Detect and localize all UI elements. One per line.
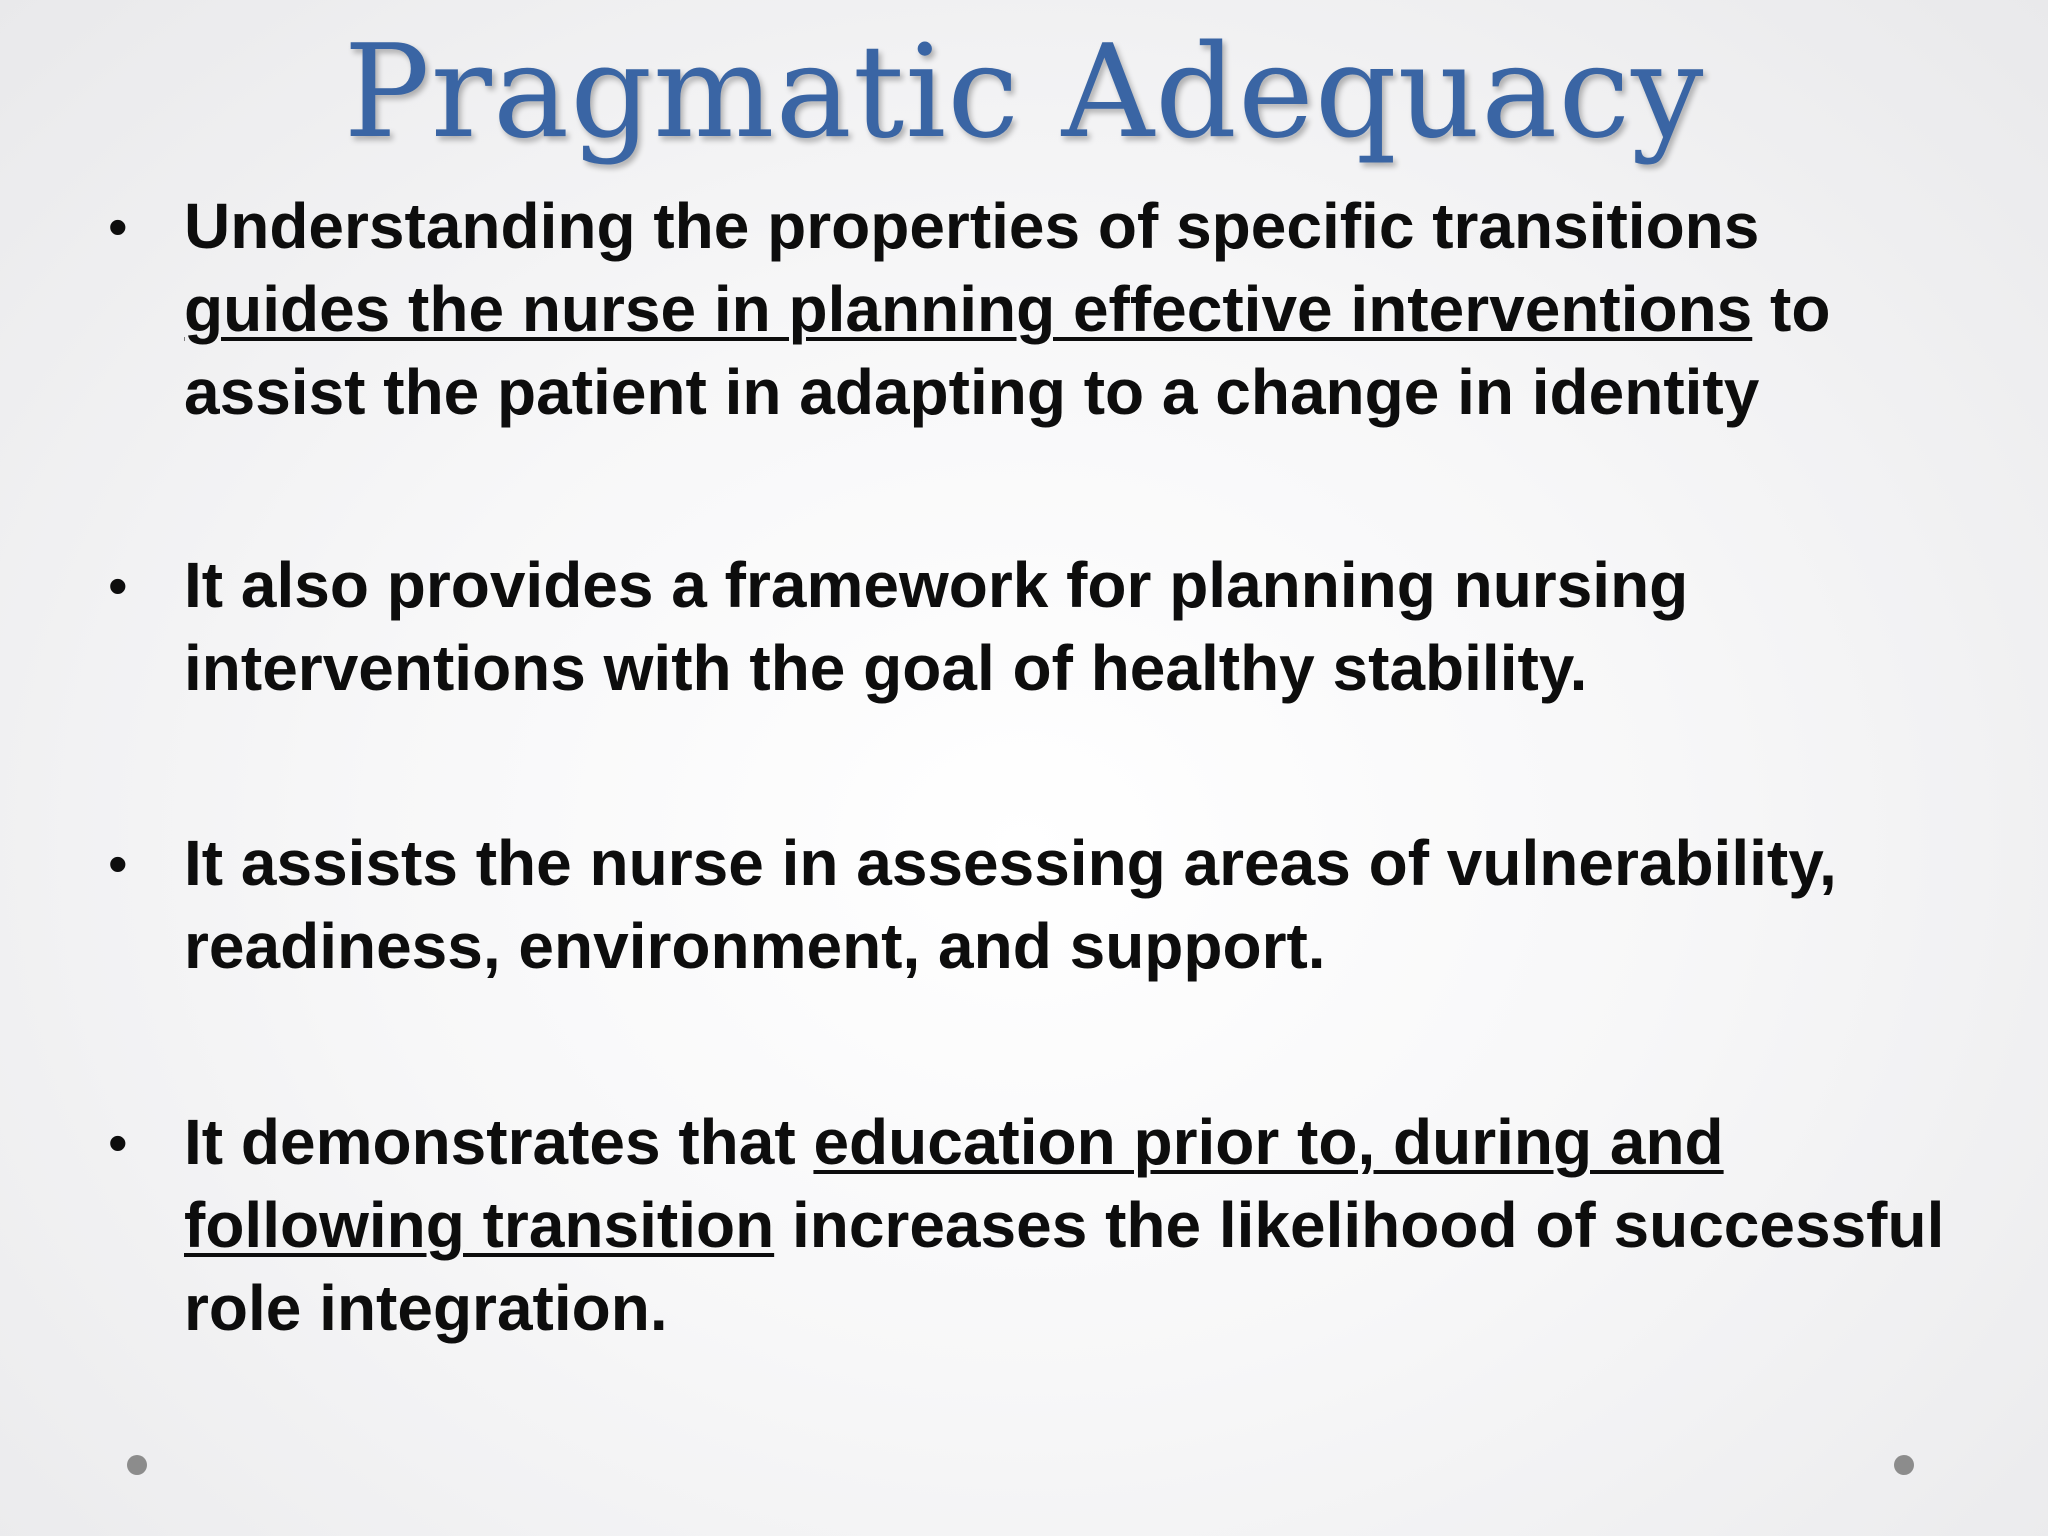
bullet-dot-icon: • <box>108 554 128 617</box>
bullet-dot-icon: • <box>108 1111 128 1174</box>
bullet-item-2 <box>100 544 1960 710</box>
bullet-4-underlined-text: education prior to, during and following transition <box>184 1106 1724 1261</box>
bullet-item-4 <box>100 1101 1960 1350</box>
bullet-4-text-start: It demonstrates that <box>184 1106 814 1178</box>
bullet-3-text: It assists the nurse in assessing areas of vulnerability, readiness, environment, and support. <box>184 827 1837 982</box>
bullet-dot-icon: • <box>108 195 128 258</box>
bullet-1-text-end: to assist the patient in adapting to a change in identity <box>184 273 1831 428</box>
bullet-item-3 <box>100 822 1960 988</box>
corner-dot-right-icon <box>1894 1455 1914 1475</box>
bullet-list <box>100 185 1960 1350</box>
bullet-dot-icon: • <box>108 832 128 895</box>
bullet-4-text-end: increases the likelihood of successful role integration. <box>184 1189 1945 1344</box>
corner-dot-left-icon <box>127 1455 147 1475</box>
bullet-item-1 <box>100 185 1960 434</box>
bullet-2-text: It also provides a framework for planning nursing interventions with the goal of healthy stability. <box>184 549 1689 704</box>
bullet-1-text-start: Understanding the properties of specific transitions <box>184 190 1760 262</box>
slide-title: Pragmatic Adequacy <box>343 18 1705 167</box>
bullet-1-underlined-text: guides the nurse in planning effective interventions <box>184 273 1753 345</box>
